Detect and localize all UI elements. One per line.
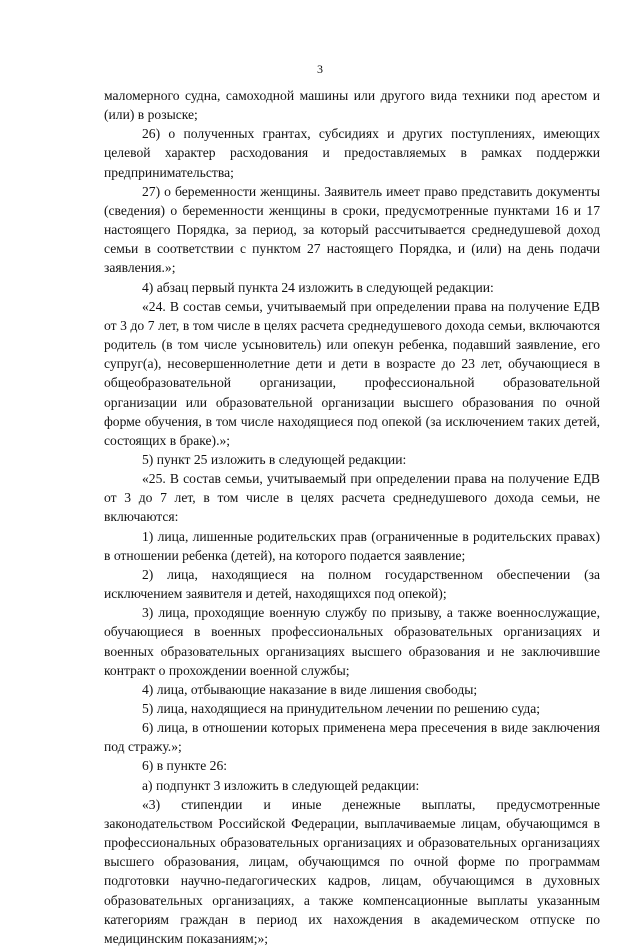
paragraph: 6) лица, в отношении которых применена мера пресечения в виде заключения под стражу.»; — [104, 720, 600, 755]
paragraph: 26) о полученных грантах, субсидиях и других поступлениях, имеющих целевой характер расходования и предоставляемых в рамках поддержки предпринимательства; — [104, 126, 600, 180]
paragraph: 5) пункт 25 изложить в следующей редакции: — [142, 451, 407, 467]
paragraph: 5) лица, находящиеся на принудительном лечении по решению суда; — [142, 701, 541, 716]
paragraph: 4) абзац первый пункта 24 изложить в следующей редакции: — [142, 279, 494, 295]
paragraph: 2) лица, находящиеся на полном государственном обеспечении (за исключением заявителя и детей, находящихся под опекой); — [104, 566, 600, 602]
paragraph: «24. В состав семьи, учитываемый при определении права на получение ЕДВ от 3 до 7 лет, в том числе в целях расчета среднедушевого дохода семьи, включаются родитель (в том числе усыновитель) или опекун ребенка, подавший заявление, его супруг(а), несовершеннолетние дети и дети в возрасте до 23 лет, обучающиеся в общеобразовательной организации, профессиональной образовательной организации или образовательной организации высшего образования по очной форме обучения, в том числе находящиеся под опекой (за исключением таких детей, состоящих в браке).»; — [104, 298, 600, 448]
paragraph: «25. В состав семьи, учитываемый при определении права на получение ЕДВ от 3 до 7 лет, в том числе в целях расчета среднедушевого дохода семьи, не включаются: — [104, 471, 600, 525]
paragraph: маломерного судна, самоходной машины или другого вида техники под арестом и (или) в розыске; — [104, 88, 600, 123]
paragraph: 27) о беременности женщины. Заявитель имеет право представить документы (сведения) о беременности женщины в сроки, предусмотренные пунктами 16 и 17 настоящего Порядка, за период, за который рассчитывается среднедушевой доход семьи в соответствии с пунктом 27 настоящего Порядка, и (или) на день подачи заявления.»; — [104, 183, 600, 276]
paragraph: «3) стипендии и иные денежные выплаты, предусмотренные законодательством Российской Федерации, выплачиваемые лицам, обучающимся в профессиональных образовательных организациях и образовательных организациях высшего образования, лицам, обучающимся по очной форме по программам подготовки научно-педагогических кадров, лицам, обучающимся в духовных образовательных организациях, а также компенсационные выплаты указанным категориям граждан в период их нахождения в академическом отпуске по медицинским показаниям;»; — [104, 796, 600, 946]
page-number: 3 — [317, 62, 323, 76]
document-body — [104, 86, 600, 948]
paragraph: 1) лица, лишенные родительских прав (ограниченные в родительских правах) в отношении ребенка (детей), на которого подается заявление; — [104, 528, 600, 563]
paragraph: 4) лица, отбывающие наказание в виде лишения свободы; — [142, 681, 478, 697]
paragraph: а) подпункт 3 изложить в следующей редакции: — [142, 777, 420, 793]
paragraph: 6) в пункте 26: — [142, 758, 228, 774]
paragraph: 3) лица, проходящие военную службу по призыву, а также военнослужащие, обучающиеся в военных профессиональных образовательных организациях и военных образовательных организациях высшего образования и не заключившие контракт о прохождении военной службы; — [104, 605, 600, 678]
